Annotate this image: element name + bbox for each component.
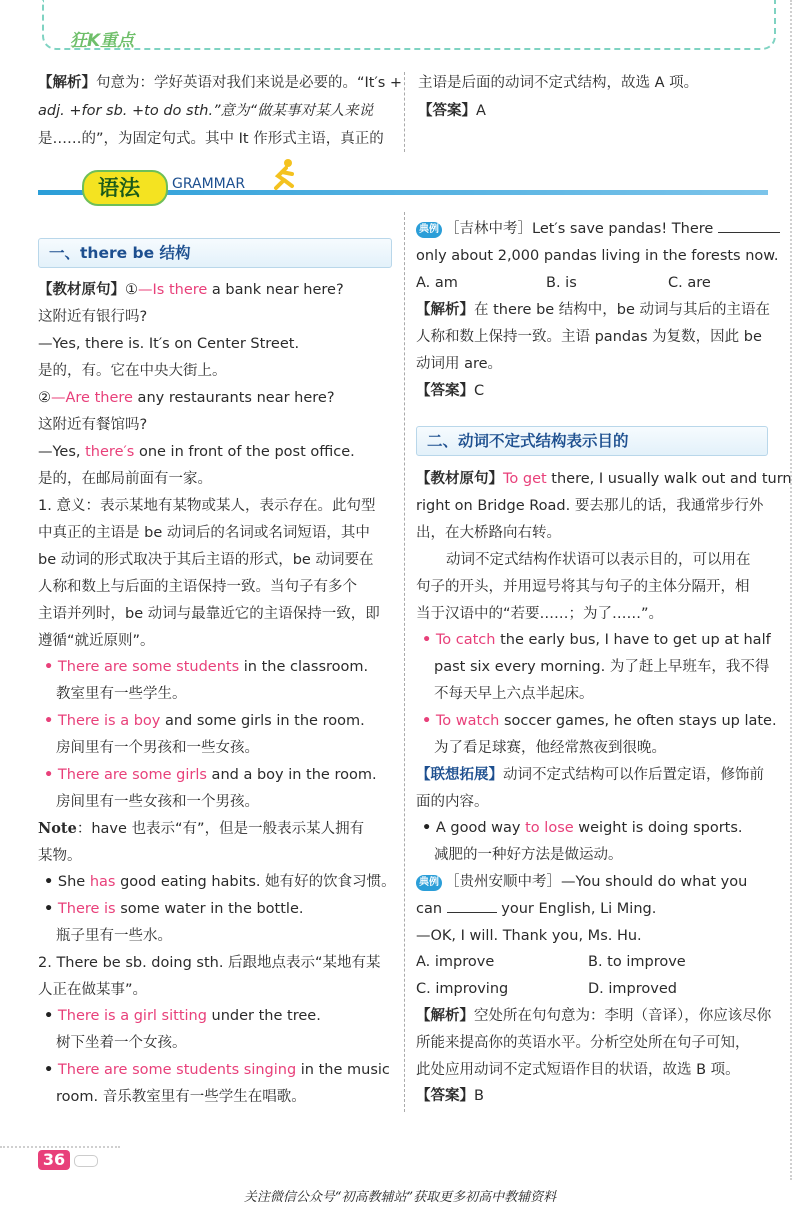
example2-option-d: D. improved <box>588 981 677 997</box>
example1-option-c: C. are <box>668 275 711 291</box>
example1-analysis-3: 动词用 are。 <box>416 356 503 372</box>
right-bullet-1-b: past six every morning. 为了赶上早班车，我不得 <box>434 659 770 675</box>
left-line-9: 1. 意义：表示某地有某物或某人，表示存在。此句型 <box>38 498 376 514</box>
header-logo: 狂K重点 <box>70 31 135 51</box>
example1-option-b: B. is <box>546 275 577 291</box>
example2-option-c: C. improving <box>416 981 509 997</box>
example2-question: 典例 ［贵州安顺中考］—You should do what you <box>416 869 747 895</box>
grammar-banner-en: GRAMMAR <box>172 176 246 192</box>
right-line-4: 动词不定式结构作状语可以表示目的，可以用在 <box>446 552 751 568</box>
example-bullet-6-cn: 树下坐着一个女孩。 <box>56 1035 187 1051</box>
example2-question-c: —OK, I will. Thank you, Ms. Hu. <box>416 928 642 944</box>
example1-analysis-1: 【解析】在 there be 结构中，be 动词与其后的主语在 <box>416 302 771 318</box>
right-bullet-1: • To catch the early bus, I have to get up at half <box>422 632 771 648</box>
example2-analysis-3: 此处应用动词不定式短语作目的状语，故选 B 项。 <box>416 1062 740 1078</box>
left-line-14: 遵循“就近原则”。 <box>38 633 155 649</box>
example2-option-b: B. to improve <box>588 954 686 970</box>
note-line-1: Note：have 也表示“有”，但是一般表示某人拥有 <box>38 820 365 837</box>
right-line-1: 【教材原句】To get there, I usually walk out and turn <box>416 471 792 487</box>
example1-option-a: A. am <box>416 275 458 291</box>
note-line-2: 某物。 <box>38 848 82 864</box>
left-line-7: —Yes, there′s one in front of the post office. <box>38 444 355 460</box>
example1-question: 典例 ［吉林中考］Let′s save pandas! There <box>416 216 780 242</box>
column-divider-top <box>404 72 405 152</box>
bottom-dotted-line <box>0 1146 120 1148</box>
example-bullet-2-cn: 房间里有一个男孩和一些女孩。 <box>56 740 259 756</box>
right-bullet-2: • To watch soccer games, he often stays up late. <box>422 713 777 729</box>
right-bullet-3: • A good way to lose weight is doing sports. <box>422 820 743 836</box>
right-line-3: 出，在大桥路向右转。 <box>416 525 561 541</box>
example1-analysis-2: 人称和数上保持一致。主语 pandas 为复数，因此 be <box>416 329 762 345</box>
left-line-3: —Yes, there is. It′s on Center Street. <box>38 336 300 352</box>
example2-question-b: can your English, Li Ming. <box>416 896 656 922</box>
point2-line-2: 人正在做某事”。 <box>38 982 148 998</box>
page-number-deco <box>74 1155 98 1167</box>
running-figure-icon <box>268 158 298 194</box>
left-line-8: 是的，在邮局前面有一家。 <box>38 471 212 487</box>
example2-answer: 【答案】B <box>416 1088 484 1104</box>
left-line-10: 中真正的主语是 be 动词后的名词或名词短语，其中 <box>38 525 370 541</box>
example2-option-a: A. improve <box>416 954 495 970</box>
left-line-5: ②—Are there any restaurants near here? <box>38 390 335 406</box>
grammar-banner-cn: 语法 <box>98 176 140 200</box>
right-bullet-3-cn: 减肥的一种好方法是做运动。 <box>434 847 623 863</box>
left-line-12: 人称和数上与后面的主语保持一致。当句子有多个 <box>38 579 357 595</box>
example-bullet-7-b: room. 音乐教室里有一些学生在唱歌。 <box>56 1089 306 1105</box>
example1-answer: 【答案】C <box>416 383 485 399</box>
example2-analysis-1: 【解析】空处所在句句意为：李明（音译），你应该尽你 <box>416 1008 772 1024</box>
top-right-line-1: 主语是后面的动词不定式结构，故选 A 项。 <box>418 75 699 91</box>
top-left-line-2: adj. +for sb. +to do sth.”意为“做某事对某人来说 <box>38 103 374 119</box>
right-bullet-1-c: 不每天早上六点半起床。 <box>434 686 594 702</box>
example-bullet-1-cn: 教室里有一些学生。 <box>56 686 187 702</box>
example-bullet-6: • There is a girl sitting under the tree. <box>44 1008 321 1024</box>
left-line-6: 这附近有餐馆吗? <box>38 417 148 433</box>
example1-question-b: only about 2,000 pandas living in the forests now. <box>416 248 779 264</box>
example-bullet-7: • There are some students singing in the music <box>44 1062 390 1078</box>
right-line-6: 当于汉语中的“若要……；为了……”。 <box>416 606 664 622</box>
right-dotted-margin <box>790 0 796 1180</box>
column-divider <box>404 212 405 1112</box>
extension-line-2: 面的内容。 <box>416 794 489 810</box>
footer-note: 关注微信公众号“初高教辅站”获取更多初高中教辅资料 <box>243 1190 557 1205</box>
example2-analysis-2: 所能来提高你的英语水平。分析空处所在句子可知， <box>416 1035 750 1051</box>
example-bullet-3-cn: 房间里有一些女孩和一个男孩。 <box>56 794 259 810</box>
left-line-11: be 动词的形式取决于其后主语的形式，be 动词要在 <box>38 552 374 568</box>
left-line-13: 主语并列时，be 动词与最靠近它的主语保持一致，即 <box>38 606 380 622</box>
right-line-2: right on Bridge Road. 要去那儿的话，我通常步行外 <box>416 498 764 514</box>
right-line-5: 句子的开头，并用逗号将其与句子的主体分隔开，相 <box>416 579 750 595</box>
example-bullet-2: • There is a boy and some girls in the room. <box>44 713 365 729</box>
section1-title: 一、there be 结构 <box>38 238 392 268</box>
header-dashed-frame <box>42 0 776 50</box>
left-line-4: 是的，有。它在中央大街上。 <box>38 363 227 379</box>
example-bullet-5-cn: 瓶子里有一些水。 <box>56 928 172 944</box>
top-right-line-2: 【答案】A <box>418 103 486 119</box>
top-left-line-1: 【解析】句意为：学好英语对我们来说是必要的。“It′s + <box>38 75 403 91</box>
left-line-2: 这附近有银行吗? <box>38 309 148 325</box>
page-number: 36 <box>38 1150 70 1170</box>
left-line-1: 【教材原句】①—Is there a bank near here? <box>38 282 344 298</box>
example-bullet-4: • She has good eating habits. 她有好的饮食习惯。 <box>44 874 396 890</box>
point2-line-1: 2. There be sb. doing sth. 后跟地点表示“某地有某 <box>38 955 381 971</box>
example-bullet-1: • There are some students in the classroom. <box>44 659 369 675</box>
example-bullet-3: • There are some girls and a boy in the room. <box>44 767 377 783</box>
top-left-line-3: 是……的”，为固定句式。其中 It 作形式主语，真正的 <box>38 131 384 147</box>
section2-title: 二、动词不定式结构表示目的 <box>416 426 768 456</box>
extension-line-1: 【联想拓展】动词不定式结构可以作后置定语，修饰前 <box>416 767 764 783</box>
right-bullet-2-b: 为了看足球赛，他经常熬夜到很晚。 <box>434 740 666 756</box>
example-bullet-5: • There is some water in the bottle. <box>44 901 304 917</box>
